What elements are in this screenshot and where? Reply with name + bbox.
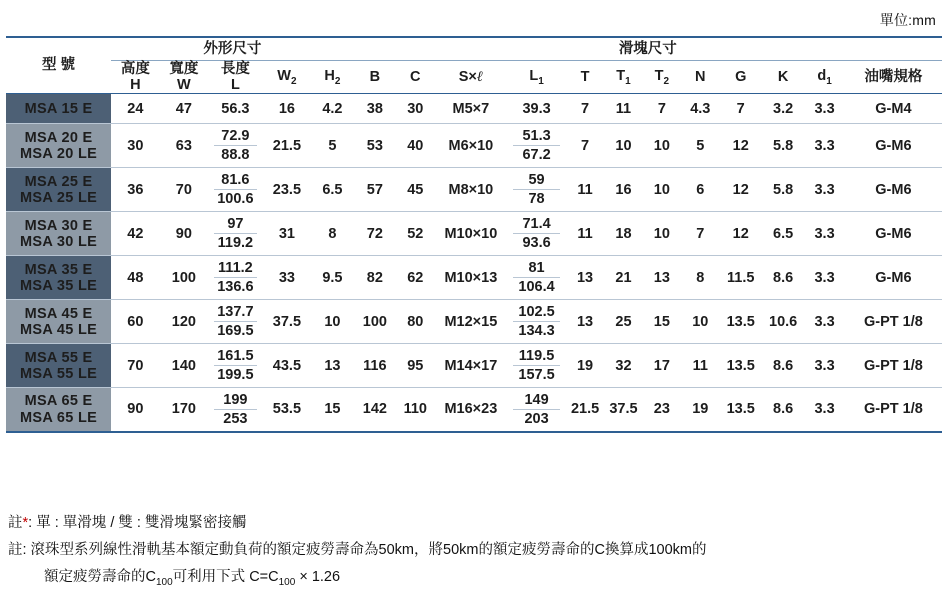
note-1: 註*: 單 : 單滑塊 / 雙 : 雙滑塊緊密接觸 <box>8 515 247 531</box>
cell-B: 82 <box>354 256 396 300</box>
cell-N: 8 <box>681 256 719 300</box>
header-col-L1: $L_1$ <box>529 67 544 87</box>
cell-H2: 10 <box>311 300 353 344</box>
spec-table-container <box>6 36 942 433</box>
cell-T1: 18 <box>604 212 642 256</box>
cell-d1: 3.3 <box>804 388 844 432</box>
cell-T: 7 <box>566 124 604 168</box>
unit-note: 單位:mm <box>879 12 936 28</box>
header-col-G: G <box>735 68 747 85</box>
cell-W2: 23.5 <box>263 168 312 212</box>
cell-L: 161.5 199.5 <box>208 344 263 388</box>
cell-B: 53 <box>354 124 396 168</box>
header-col-L: 長度 L <box>220 61 250 94</box>
cell-C: 52 <box>396 212 434 256</box>
cell-oil: G-PT 1/8 <box>845 300 942 344</box>
cell-K: 5.8 <box>762 124 804 168</box>
cell-T: 11 <box>566 168 604 212</box>
cell-B: 57 <box>354 168 396 212</box>
cell-H: 90 <box>111 388 160 432</box>
cell-T1: 25 <box>604 300 642 344</box>
table-header-sub-row <box>6 61 942 94</box>
cell-W: 63 <box>160 124 209 168</box>
note-3: 額定疲勞壽命的$C_{100}$可利用下式 $C=C_{100} \times 1.26$ <box>44 569 341 589</box>
cell-T2: 10 <box>643 124 681 168</box>
cell-T: 21.5 <box>566 388 604 432</box>
cell-L1: 149 203 <box>507 388 566 432</box>
cell-T: 11 <box>566 212 604 256</box>
cell-T: 19 <box>566 344 604 388</box>
cell-T1: 10 <box>604 124 642 168</box>
cell-SxL: M5×7 <box>434 94 507 124</box>
cell-T1: 37.5 <box>604 388 642 432</box>
cell-SxL: M10×13 <box>434 256 507 300</box>
cell-L1: 102.5 134.3 <box>507 300 566 344</box>
note-2: 註: 滾珠型系列線性滑軌基本額定動負荷的額定疲勞壽命為50km，將50km的額定疲勞壽命的C換算成100km的 <box>8 542 707 559</box>
cell-G: 7 <box>719 94 761 124</box>
cell-C: 62 <box>396 256 434 300</box>
cell-SxL: M16×23 <box>434 388 507 432</box>
cell-B: 72 <box>354 212 396 256</box>
cell-oil: G-M6 <box>845 212 942 256</box>
cell-SxL: M6×10 <box>434 124 507 168</box>
cell-L: 81.6 100.6 <box>208 168 263 212</box>
cell-d1: 3.3 <box>804 256 844 300</box>
cell-N: 4.3 <box>681 94 719 124</box>
cell-B: 38 <box>354 94 396 124</box>
table-row <box>6 256 942 300</box>
table-row <box>6 212 942 256</box>
cell-T2: 15 <box>643 300 681 344</box>
cell-G: 11.5 <box>719 256 761 300</box>
cell-L: 137.7 169.5 <box>208 300 263 344</box>
cell-L1: 51.3 67.2 <box>507 124 566 168</box>
header-col-C: C <box>410 68 421 85</box>
cell-oil: G-M4 <box>845 94 942 124</box>
cell-d1: 3.3 <box>804 300 844 344</box>
cell-H: 70 <box>111 344 160 388</box>
cell-L: 72.9 88.8 <box>208 124 263 168</box>
cell-oil: G-M6 <box>845 124 942 168</box>
cell-W2: 53.5 <box>263 388 312 432</box>
cell-SxL: M12×15 <box>434 300 507 344</box>
row-model-name: MSA 65 E MSA 65 LE <box>6 388 111 432</box>
spec-table-body <box>6 94 942 432</box>
header-col-B: B <box>369 68 381 85</box>
cell-d1: 3.3 <box>804 212 844 256</box>
cell-B: 116 <box>354 344 396 388</box>
cell-W: 100 <box>160 256 209 300</box>
notes-block <box>8 512 938 595</box>
row-model-name: MSA 35 E MSA 35 LE <box>6 256 111 300</box>
cell-H2: 15 <box>311 388 353 432</box>
cell-L: 199 253 <box>208 388 263 432</box>
cell-N: 5 <box>681 124 719 168</box>
cell-K: 8.6 <box>762 256 804 300</box>
cell-C: 110 <box>396 388 434 432</box>
header-col-oil: 油嘴規格 <box>864 68 923 85</box>
cell-G: 12 <box>719 212 761 256</box>
cell-oil: G-M6 <box>845 256 942 300</box>
cell-W: 70 <box>160 168 209 212</box>
cell-C: 80 <box>396 300 434 344</box>
cell-L1: 81 106.4 <box>507 256 566 300</box>
cell-SxL: M8×10 <box>434 168 507 212</box>
cell-W: 170 <box>160 388 209 432</box>
cell-T1: 11 <box>604 94 642 124</box>
cell-H2: 5 <box>311 124 353 168</box>
cell-G: 13.5 <box>719 388 761 432</box>
cell-N: 19 <box>681 388 719 432</box>
cell-H2: 8 <box>311 212 353 256</box>
cell-K: 3.2 <box>762 94 804 124</box>
cell-W2: 37.5 <box>263 300 312 344</box>
table-row <box>6 168 942 212</box>
cell-G: 12 <box>719 168 761 212</box>
cell-K: 8.6 <box>762 344 804 388</box>
row-model-name: MSA 30 E MSA 30 LE <box>6 212 111 256</box>
cell-W: 90 <box>160 212 209 256</box>
cell-H: 42 <box>111 212 160 256</box>
cell-oil: G-PT 1/8 <box>845 344 942 388</box>
header-col-W2: $W_2$ <box>277 67 297 87</box>
cell-K: 10.6 <box>762 300 804 344</box>
cell-W2: 16 <box>263 94 312 124</box>
cell-C: 40 <box>396 124 434 168</box>
cell-T: 13 <box>566 300 604 344</box>
header-col-d1: $d_1$ <box>817 67 832 87</box>
cell-C: 45 <box>396 168 434 212</box>
header-model: 型 號 <box>42 57 76 74</box>
cell-L1: 119.5 157.5 <box>507 344 566 388</box>
cell-B: 142 <box>354 388 396 432</box>
cell-H2: 6.5 <box>311 168 353 212</box>
cell-d1: 3.3 <box>804 344 844 388</box>
row-model-name: MSA 20 E MSA 20 LE <box>6 124 111 168</box>
cell-L1: 59 78 <box>507 168 566 212</box>
header-col-T: T <box>580 68 590 85</box>
cell-W2: 31 <box>263 212 312 256</box>
cell-K: 5.8 <box>762 168 804 212</box>
cell-oil: G-PT 1/8 <box>845 388 942 432</box>
cell-W: 47 <box>160 94 209 124</box>
cell-H2: 9.5 <box>311 256 353 300</box>
cell-H: 24 <box>111 94 160 124</box>
cell-L: 56.3 <box>208 94 263 124</box>
cell-N: 11 <box>681 344 719 388</box>
cell-T: 7 <box>566 94 604 124</box>
table-header-group-row <box>6 37 942 61</box>
table-row <box>6 300 942 344</box>
cell-G: 12 <box>719 124 761 168</box>
cell-T2: 13 <box>643 256 681 300</box>
cell-W2: 33 <box>263 256 312 300</box>
header-col-N: N <box>695 68 706 85</box>
cell-H: 30 <box>111 124 160 168</box>
cell-H2: 4.2 <box>311 94 353 124</box>
cell-W2: 43.5 <box>263 344 312 388</box>
header-outline-dimensions: 外形尺寸 <box>111 37 354 61</box>
cell-K: 8.6 <box>762 388 804 432</box>
cell-T: 13 <box>566 256 604 300</box>
table-row <box>6 124 942 168</box>
row-model-name: MSA 15 E <box>6 94 111 124</box>
cell-T2: 10 <box>643 168 681 212</box>
spec-table <box>6 36 942 433</box>
cell-T1: 21 <box>604 256 642 300</box>
cell-G: 13.5 <box>719 300 761 344</box>
cell-N: 6 <box>681 168 719 212</box>
cell-C: 95 <box>396 344 434 388</box>
cell-L1: 71.4 93.6 <box>507 212 566 256</box>
table-row <box>6 94 942 124</box>
cell-d1: 3.3 <box>804 94 844 124</box>
cell-B: 100 <box>354 300 396 344</box>
cell-W2: 21.5 <box>263 124 312 168</box>
header-col-K: K <box>777 68 789 85</box>
row-model-name: MSA 25 E MSA 25 LE <box>6 168 111 212</box>
cell-d1: 3.3 <box>804 168 844 212</box>
row-model-name: MSA 45 E MSA 45 LE <box>6 300 111 344</box>
header-col-W: 寬度 W <box>169 61 199 94</box>
header-block-dimensions: 滑塊尺寸 <box>354 37 942 61</box>
cell-W: 140 <box>160 344 209 388</box>
cell-T2: 23 <box>643 388 681 432</box>
cell-oil: G-M6 <box>845 168 942 212</box>
cell-L: 97 119.2 <box>208 212 263 256</box>
cell-G: 13.5 <box>719 344 761 388</box>
header-col-T2: $T_2$ <box>654 67 670 87</box>
cell-T2: 10 <box>643 212 681 256</box>
cell-T2: 7 <box>643 94 681 124</box>
header-col-T1: $T_1$ <box>616 67 631 87</box>
cell-H2: 13 <box>311 344 353 388</box>
cell-d1: 3.3 <box>804 124 844 168</box>
cell-L: 111.2 136.6 <box>208 256 263 300</box>
header-col-SxL: S×ℓ <box>458 68 484 85</box>
cell-H: 60 <box>111 300 160 344</box>
cell-W: 120 <box>160 300 209 344</box>
table-row <box>6 388 942 432</box>
cell-T2: 17 <box>643 344 681 388</box>
row-model-name: MSA 55 E MSA 55 LE <box>6 344 111 388</box>
cell-T1: 16 <box>604 168 642 212</box>
cell-SxL: M10×10 <box>434 212 507 256</box>
header-col-H: 高度 H <box>120 61 150 94</box>
cell-L1: 39.3 <box>507 94 566 124</box>
cell-H: 36 <box>111 168 160 212</box>
cell-C: 30 <box>396 94 434 124</box>
cell-N: 7 <box>681 212 719 256</box>
cell-H: 48 <box>111 256 160 300</box>
cell-N: 10 <box>681 300 719 344</box>
table-row <box>6 344 942 388</box>
cell-SxL: M14×17 <box>434 344 507 388</box>
cell-T1: 32 <box>604 344 642 388</box>
cell-K: 6.5 <box>762 212 804 256</box>
header-col-H2: $H_2$ <box>324 67 341 87</box>
